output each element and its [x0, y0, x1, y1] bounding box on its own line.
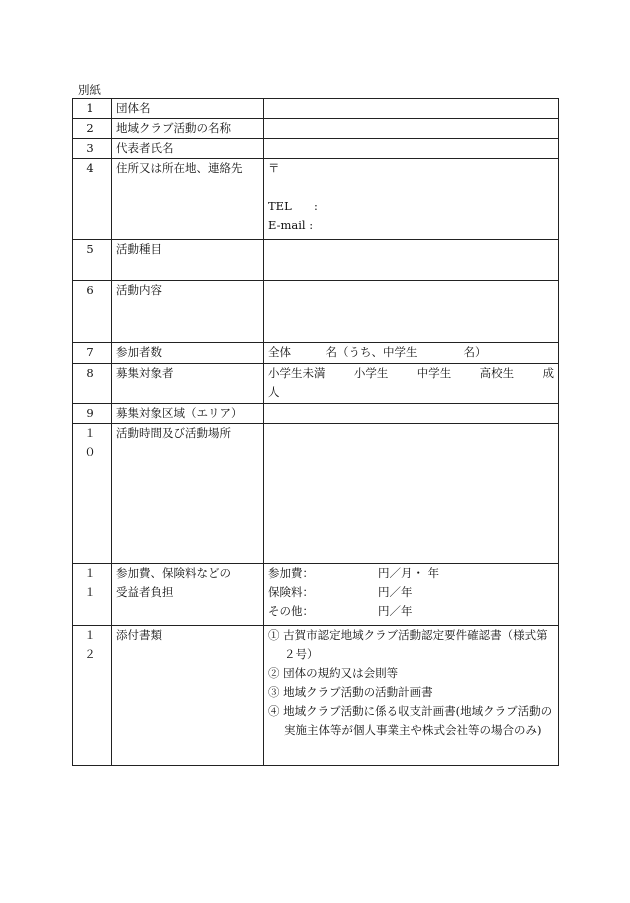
row-number: 2 — [73, 119, 112, 139]
target-option[interactable]: 小学生未満 — [268, 366, 326, 380]
fee-row-insurance — [268, 583, 554, 602]
row-recruit-area — [73, 404, 559, 424]
row-number: 8 — [73, 364, 112, 404]
row-label: 募集対象区域（エリア） — [112, 404, 264, 424]
row-organization-name — [73, 99, 559, 119]
tel-separator: : — [314, 199, 318, 213]
row-number: １０ — [73, 424, 112, 564]
row-label: 活動時間及び活動場所 — [112, 424, 264, 564]
row-label: 住所又は所在地、連絡先 — [112, 159, 264, 240]
tel-line — [268, 197, 554, 216]
row-representative — [73, 139, 559, 159]
row-number: 3 — [73, 139, 112, 159]
attachments-field — [264, 626, 559, 766]
address-contact-field[interactable] — [264, 159, 559, 240]
tel-label: TEL — [268, 199, 292, 213]
target-option[interactable]: 小学生 — [353, 366, 389, 380]
row-label — [112, 564, 264, 626]
target-option[interactable]: 高校生 — [479, 366, 515, 380]
target-option[interactable]: 中学生 — [416, 366, 452, 380]
recruit-area-field[interactable] — [264, 404, 559, 424]
row-participants — [73, 343, 559, 364]
attachment-item: ③ 地域クラブ活動の活動計画書 — [268, 685, 433, 699]
row-fees — [73, 564, 559, 626]
representative-name-field[interactable] — [264, 139, 559, 159]
row-club-name — [73, 119, 559, 139]
row-target-audience — [73, 364, 559, 404]
row-label: 添付書類 — [112, 626, 264, 766]
row-activity-content — [73, 281, 559, 343]
row-time-place — [73, 424, 559, 564]
email-label: E-mail : — [268, 218, 314, 232]
row-label: 地域クラブ活動の名称 — [112, 119, 264, 139]
row-number: 9 — [73, 404, 112, 424]
row-label: 代表者氏名 — [112, 139, 264, 159]
fee-label: 保険料： — [268, 585, 314, 599]
activity-content-field[interactable] — [264, 281, 559, 343]
organization-name-field[interactable] — [264, 99, 559, 119]
row-label: 活動内容 — [112, 281, 264, 343]
fee-unit: 円／月・ 年 — [378, 566, 440, 580]
participants-field[interactable]: 全体 名（うち、中学生 名） — [264, 343, 559, 364]
row-attachments — [73, 626, 559, 766]
row-label: 団体名 — [112, 99, 264, 119]
row-number: 7 — [73, 343, 112, 364]
fees-label-line: 受益者負担 — [116, 585, 174, 599]
target-option[interactable]: 成 — [542, 366, 554, 380]
row-number: 1 — [73, 99, 112, 119]
target-option-overflow: 人 — [268, 385, 280, 399]
fee-unit: 円／年 — [378, 604, 413, 618]
row-address-contact — [73, 159, 559, 240]
fee-row-other — [268, 602, 554, 621]
fee-label: 参加費： — [268, 566, 314, 580]
row-activity-type — [73, 240, 559, 281]
row-label: 募集対象者 — [112, 364, 264, 404]
attachment-item: ① 古賀市認定地域クラブ活動認定要件確認書（様式第２号） — [268, 628, 548, 661]
postal-mark: 〒 — [268, 161, 280, 175]
fee-label: その他： — [268, 604, 314, 618]
application-form-table — [72, 98, 559, 766]
target-audience-field[interactable] — [264, 364, 559, 404]
row-label: 活動種目 — [112, 240, 264, 281]
row-number: 5 — [73, 240, 112, 281]
fee-unit: 円／年 — [378, 585, 413, 599]
row-number: １２ — [73, 626, 112, 766]
attachment-item: ② 団体の規約又は会則等 — [268, 666, 399, 680]
row-number: 6 — [73, 281, 112, 343]
row-number: 4 — [73, 159, 112, 240]
page-label: 別紙 — [78, 83, 101, 97]
fees-label-line: 参加費、保険料などの — [116, 566, 231, 580]
row-label: 参加者数 — [112, 343, 264, 364]
activity-type-field[interactable] — [264, 240, 559, 281]
attachment-item: ④ 地域クラブ活動に係る収支計画書(地域クラブ活動の実施主体等が個人事業主や株式会社等の場合のみ) — [268, 704, 553, 737]
row-number: １１ — [73, 564, 112, 626]
club-name-field[interactable] — [264, 119, 559, 139]
time-place-field[interactable] — [264, 424, 559, 564]
fee-row-participation — [268, 564, 554, 583]
fees-field[interactable] — [264, 564, 559, 626]
